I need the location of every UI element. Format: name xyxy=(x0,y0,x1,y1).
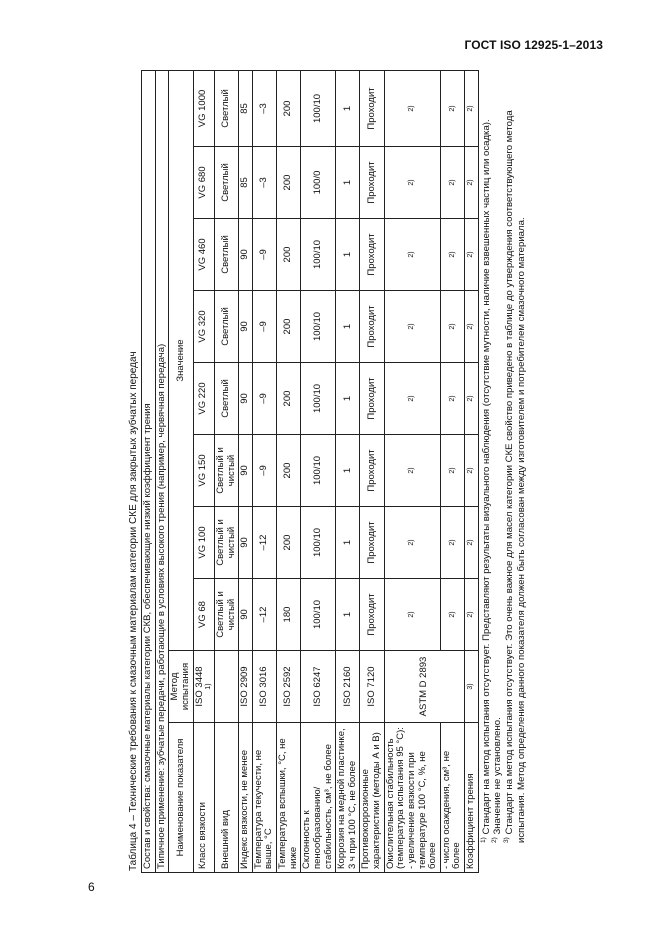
value-cell: 200 xyxy=(277,291,301,363)
value-cell: 1 xyxy=(336,291,360,363)
value-cell: 2) xyxy=(384,219,440,291)
table-row xyxy=(440,70,464,872)
table-row xyxy=(336,70,360,872)
value-cell: –9 xyxy=(252,363,276,435)
row-method xyxy=(214,651,238,723)
value-cell: 90 xyxy=(239,435,253,507)
value-cell: Светлый xyxy=(214,70,238,146)
value-cell: 100/10 xyxy=(301,435,336,507)
value-cell: Проходит xyxy=(360,435,384,507)
row-name: Склонность к пенообразованию/ стабильность, см³, не более xyxy=(301,723,336,873)
value-cell: 1 xyxy=(336,507,360,579)
intro-row xyxy=(155,70,169,872)
value-cell: Проходит xyxy=(360,219,384,291)
footnote-3: $^{3)}$ Стандарт на метод испытания отсутствует. Это очень важное для масел категории СКЕ свойство приведено в таблице до утверждения соответствующего метода испытания. Метод определения данного показателя должен быть согласован между изготовителем и потребителем смазочного материала. xyxy=(502,110,527,843)
value-cell: 1 xyxy=(336,435,360,507)
value-cell: –12 xyxy=(252,507,276,579)
value-cell: 2) xyxy=(440,219,464,291)
row-name xyxy=(440,723,464,873)
value-cell: 200 xyxy=(277,435,301,507)
table-row xyxy=(214,70,238,872)
value-cell: –9 xyxy=(252,219,276,291)
requirements-table xyxy=(141,70,479,873)
row-name: Коррозия на медной пластинке, 3 ч при 100 °С, не более xyxy=(336,723,360,873)
value-cell: 85 xyxy=(239,147,253,219)
value-cell: 2) xyxy=(384,147,440,219)
value-cell: Проходит xyxy=(360,579,384,651)
table-row xyxy=(277,70,301,872)
intro-row xyxy=(142,70,156,872)
document-standard-header: ГОСТ ISO 12925-1–2013 xyxy=(464,38,603,52)
value-cell: Проходит xyxy=(360,70,384,146)
value-cell: 100/0 xyxy=(301,147,336,219)
value-cell: Светлый xyxy=(214,363,238,435)
header-method: Метод испытания xyxy=(169,651,193,723)
value-cell: Светлый xyxy=(214,147,238,219)
value-cell: –3 xyxy=(252,70,276,146)
value-cell: VG 150 xyxy=(193,435,214,507)
value-cell: 2) xyxy=(465,363,479,435)
row-method: ASTM D 2893 xyxy=(384,651,464,723)
value-cell: VG 320 xyxy=(193,291,214,363)
page-number: 6 xyxy=(88,880,95,894)
value-cell: 2) xyxy=(384,70,440,146)
oxidation-subitem: - увеличение вязкости при температуре 100 °С, %, не более xyxy=(405,751,439,869)
method-footnote-mark: 1) xyxy=(205,683,213,690)
value-cell: 200 xyxy=(277,363,301,435)
value-cell: VG 100 xyxy=(193,507,214,579)
value-cell: 100/10 xyxy=(301,579,336,651)
value-cell: 200 xyxy=(277,70,301,146)
footnotes xyxy=(481,71,528,873)
value-cell: Светлый и чистый xyxy=(214,507,238,579)
row-name: Температура вспышки, °С, не ниже xyxy=(277,723,301,873)
value-cell: 200 xyxy=(277,219,301,291)
value-cell: Светлый и чистый xyxy=(214,579,238,651)
table-row xyxy=(384,70,440,872)
value-cell: –12 xyxy=(252,579,276,651)
value-cell: VG 68 xyxy=(193,579,214,651)
value-cell: 2) xyxy=(465,291,479,363)
table-caption: Таблица 4 – Технические требования к смазочным материалам категории СКЕ для закрытых зубчатых передач xyxy=(128,351,139,871)
value-cell: Проходит xyxy=(360,363,384,435)
value-cell: 2) xyxy=(465,147,479,219)
row-name: Внешний вид xyxy=(214,723,238,873)
value-cell: Проходит xyxy=(360,507,384,579)
row-name: Противокоррозионные характеристики (методы А и В) xyxy=(360,723,384,873)
value-cell: 2) xyxy=(384,363,440,435)
value-cell: 1 xyxy=(336,363,360,435)
row-name xyxy=(384,723,440,873)
value-cell: 100/10 xyxy=(301,363,336,435)
value-cell: –9 xyxy=(252,291,276,363)
row-method: ISO 7120 xyxy=(360,651,384,723)
row-method: ISO 2160 xyxy=(336,651,360,723)
value-cell: 1 xyxy=(336,219,360,291)
value-cell: 2) xyxy=(384,291,440,363)
value-cell: Светлый xyxy=(214,219,238,291)
value-cell: 100/10 xyxy=(301,507,336,579)
value-cell: 100/10 xyxy=(301,291,336,363)
row-name: Индекс вязкости, не менее xyxy=(239,723,253,873)
value-cell: 90 xyxy=(239,291,253,363)
value-cell: 90 xyxy=(239,219,253,291)
value-cell: 85 xyxy=(239,70,253,146)
value-cell: 90 xyxy=(239,363,253,435)
value-cell: 100/10 xyxy=(301,70,336,146)
value-cell: Светлый и чистый xyxy=(214,435,238,507)
value-cell: 1 xyxy=(336,147,360,219)
row-method: ISO 6247 xyxy=(301,651,336,723)
value-cell: VG 1000 xyxy=(193,70,214,146)
value-cell: 2) xyxy=(440,363,464,435)
value-cell: 2) xyxy=(440,579,464,651)
value-cell: 2) xyxy=(465,219,479,291)
row-name: Класс вязкости xyxy=(193,723,214,873)
value-cell: 200 xyxy=(277,147,301,219)
row-method: ISO 2909 xyxy=(239,651,253,723)
value-cell: 2) xyxy=(440,147,464,219)
value-cell: 2) xyxy=(465,579,479,651)
table-row xyxy=(301,70,336,872)
value-cell: 180 xyxy=(277,579,301,651)
intro-application: Типичное применение: зубчатые передачи, работающие в условиях высокого трения (например, червячная передача) xyxy=(155,70,169,872)
intro-composition: Состав и свойства: смазочные материалы категории СКВ, обеспечивающие низкий коэффициент трения xyxy=(142,70,156,872)
value-cell: 2) xyxy=(465,507,479,579)
table-row xyxy=(465,70,479,872)
value-cell: –9 xyxy=(252,435,276,507)
value-cell: 2) xyxy=(384,579,440,651)
value-cell: 2) xyxy=(440,507,464,579)
value-cell: Проходит xyxy=(360,291,384,363)
value-cell: Светлый xyxy=(214,291,238,363)
oxidation-title: Окислительная стабильность (температура испытания 95 °С): xyxy=(384,727,407,869)
value-cell: 200 xyxy=(277,507,301,579)
value-cell: 2) xyxy=(384,507,440,579)
row-method: ISO 3448 1) xyxy=(193,651,214,723)
table-row xyxy=(239,70,253,872)
value-cell: –3 xyxy=(252,147,276,219)
header-value: Значение xyxy=(169,70,193,650)
header-row xyxy=(169,70,193,872)
value-cell: 90 xyxy=(239,579,253,651)
value-cell: 100/10 xyxy=(301,219,336,291)
table-row xyxy=(193,70,214,872)
row-method: ISO 2592 xyxy=(277,651,301,723)
row-method: ISO 3016 xyxy=(252,651,276,723)
value-cell: 2) xyxy=(384,435,440,507)
value-cell: VG 220 xyxy=(193,363,214,435)
row-name: Коэффициент трения xyxy=(465,723,479,873)
row-method: 3) xyxy=(465,651,479,723)
row-name: Температура текучести, не выше, °С xyxy=(252,723,276,873)
value-cell: 1 xyxy=(336,579,360,651)
value-cell: 2) xyxy=(440,70,464,146)
table-row xyxy=(360,70,384,872)
value-cell: 90 xyxy=(239,507,253,579)
value-cell: 1 xyxy=(336,70,360,146)
value-cell: Проходит xyxy=(360,147,384,219)
value-cell: 2) xyxy=(465,70,479,146)
value-cell: 2) xyxy=(440,435,464,507)
footnote-1: $^{1)}$ Стандарт на метод испытания отсутствует. Представляют результаты визуального наблюдения (отсутствие мутности, наличие взвешенных частиц или осадка). xyxy=(479,119,492,843)
footnote-2: $^{2)}$ Значение не установлено. xyxy=(491,717,504,843)
table-row xyxy=(252,70,276,872)
oxidation-subitem: - число осаждения, см³, не более xyxy=(440,750,463,869)
value-cell: VG 460 xyxy=(193,219,214,291)
value-cell: 2) xyxy=(440,291,464,363)
rotated-table-block xyxy=(128,71,527,873)
header-name: Наименование показателя xyxy=(169,723,193,873)
value-cell: 2) xyxy=(465,435,479,507)
value-cell: VG 680 xyxy=(193,147,214,219)
